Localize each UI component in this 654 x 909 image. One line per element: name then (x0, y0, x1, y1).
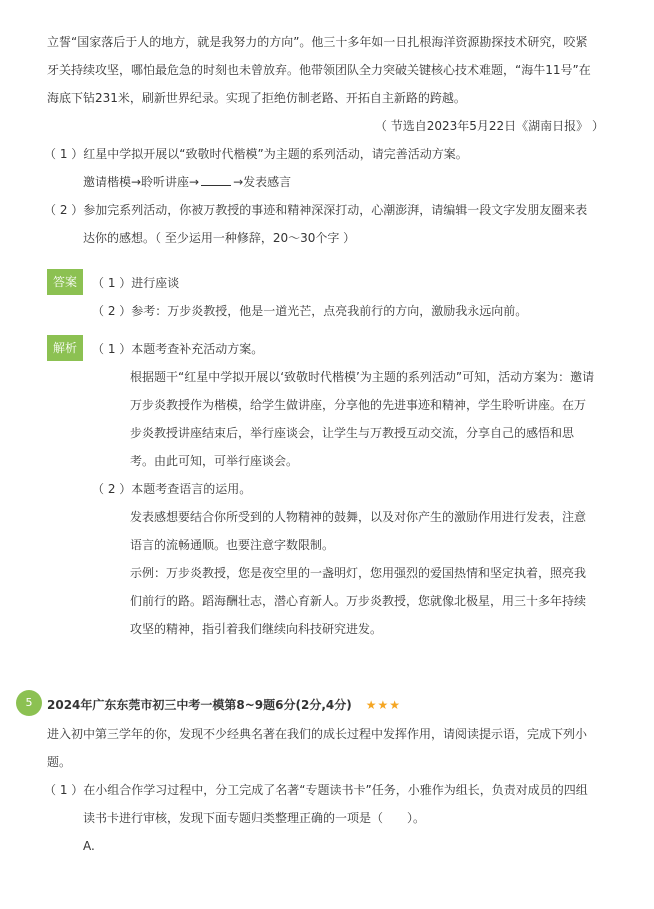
analysis-p2-line: 们前行的路。蹈海酬壮志，潜心育新人。万步炎教授，您就像北极星，用三十多年持续 (130, 594, 587, 608)
analysis-p1-line: 考。由此可知，可举行座谈会。 (130, 454, 299, 468)
q5-intro-line-2: 题。 (47, 755, 72, 769)
analysis-p1-head: （ 1 ）本题考查补充活动方案。 (92, 342, 264, 356)
q1-plan (83, 174, 291, 190)
question-title-row (47, 697, 401, 713)
analysis-p2-line: 攻坚的精神，指引着我们继续向科技研究进发。 (130, 622, 383, 636)
q1-plan-left: 邀请楷模→聆听讲座→ (83, 175, 200, 189)
answer-line-1: （ 1 ）进行座谈 (92, 276, 180, 290)
option-a[interactable]: A. (83, 839, 95, 853)
question-title: 2024年广东东莞市初三中考一模第8~9题6分(2分,4分) (47, 698, 352, 712)
q5-sub1-line-2: 读书卡进行审核，发现下面专题归类整理正确的一项是（ ）。 (83, 811, 426, 825)
analysis-p2-line: 语言的流畅通顺。也要注意字数限制。 (130, 538, 335, 552)
question-number-badge: 5 (16, 690, 42, 716)
analysis-p1-line: 万步炎教授作为楷模，给学生做讲座，分享他的先进事迹和精神，学生聆听讲座。在万 (130, 398, 587, 412)
q2-stem-line-1: （ 2 ）参加完系列活动，你被万教授的事迹和精神深深打动，心潮澎湃，请编辑一段文字发朋友圈来表 (44, 203, 588, 217)
q1-stem: （ 1 ）红星中学拟开展以“致敬时代楷模”为主题的系列活动，请完善活动方案。 (44, 147, 468, 161)
passage-line-2: 牙关持续攻坚，哪怕最危急的时刻也未曾放弃。他带领团队全力突破关键核心技术难题，“海牛11号”在 (47, 63, 591, 77)
q5-intro-line-1: 进入初中第三学年的你，发现不少经典名著在我们的成长过程中发挥作用，请阅读提示语，完成下列小 (47, 727, 588, 741)
passage-source: （ 节选自2023年5月22日《湖南日报》 ） (374, 119, 604, 133)
analysis-tag: 解析 (47, 335, 83, 361)
q1-plan-blank (201, 174, 231, 186)
analysis-p1-line: 步炎教授讲座结束后，举行座谈会，让学生与万教授互动交流，分享自己的感悟和思 (130, 426, 575, 440)
q1-plan-right: →发表感言 (233, 175, 292, 189)
analysis-p2-line: 示例：万步炎教授，您是夜空里的一盏明灯，您用强烈的爱国热情和坚定执着，照亮我 (130, 566, 587, 580)
difficulty-stars: ★★★ (365, 698, 402, 712)
q2-stem-line-2: 达你的感想。（ 至少运用一种修辞，20～30个字 ） (83, 231, 356, 245)
analysis-p2-head: （ 2 ）本题考查语言的运用。 (92, 482, 252, 496)
analysis-p2-line: 发表感想要结合你所受到的人物精神的鼓舞，以及对你产生的激励作用进行发表，注意 (130, 510, 587, 524)
answer-line-2: （ 2 ）参考：万步炎教授，他是一道光芒，点亮我前行的方向，激励我永远向前。 (92, 304, 528, 318)
analysis-p1-line: 根据题干“红星中学拟开展以‘致敬时代楷模’为主题的系列活动”可知，活动方案为：邀请 (130, 370, 595, 384)
passage-line-1: 立誓“国家落后于人的地方，就是我努力的方向”。他三十多年如一日扎根海洋资源勘探技术研究，咬紧 (47, 35, 588, 49)
answer-tag: 答案 (47, 269, 83, 295)
passage-line-3: 海底下钻231米，刷新世界纪录。实现了拒绝仿制老路、开拓自主新路的跨越。 (47, 91, 466, 105)
q5-sub1-line-1: （ 1 ）在小组合作学习过程中，分工完成了名著“专题读书卡”任务，小雅作为组长，负责对成员的四组 (44, 783, 588, 797)
